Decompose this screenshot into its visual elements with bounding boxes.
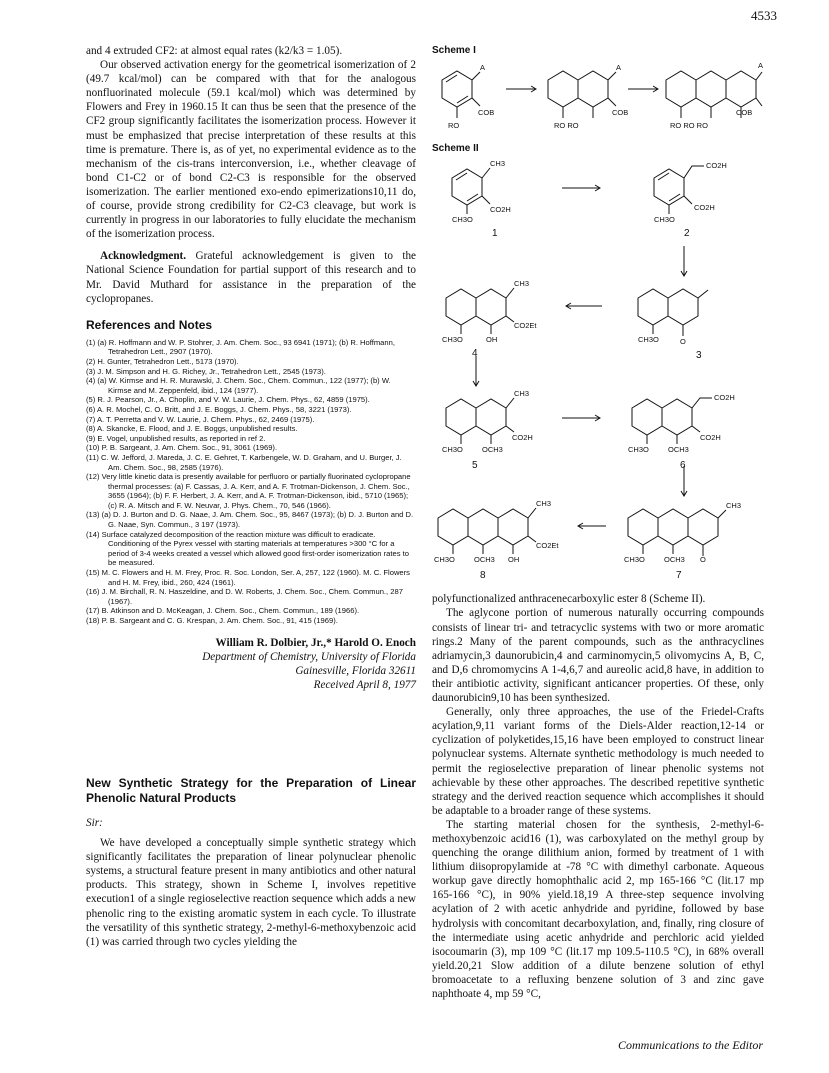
compound-number-6: 6 [680,460,686,472]
reference-item: (13) (a) D. J. Burton and D. G. Naae, J. Am. Chem. Soc., 95, 8467 (1973); (b) D. J. Burton and D. G. Naae, Syn. Commun., 3 197 (1973). [86,510,414,530]
page-number: 4533 [751,8,777,23]
page-footer: Communications to the Editor [618,1038,763,1052]
label-ch3: CH3 [726,501,742,511]
reference-item: (11) C. W. Jefford, J. Mareda, J. C. E. Gehret, T. Karbengele, W. D. Graham, and U. Burger, J. Am. Chem. Soc., 98, 2585 (1976). [86,452,402,472]
label-co2h: CO2H [700,433,721,443]
reference-item: (2) H. Gunter, Tetrahedron Lett., 5173 (1970). [86,356,239,366]
salutation: Sir: [86,816,103,829]
label-ch3o: CH3O [434,555,455,565]
compound-number-8: 8 [480,570,486,582]
label-ro-ro: RO RO [554,121,579,131]
label-a: A [616,63,622,73]
label-co2h: CO2H [706,161,727,171]
label-ch3: CH3 [514,389,530,399]
label-ch3o: CH3O [452,215,473,225]
reference-item: (3) J. M. Simpson and H. G. Richey, Jr., Tetrahedron Lett., 2545 (1973). [86,366,326,376]
reference-item: (7) A. T. Perretta and V. W. Laurie, J. Chem. Phys., 62, 2469 (1975). [86,414,315,424]
reference-item: (4) (a) W. Kirmse and H. R. Murawski, J. Chem. Soc., Chem. Commun., 122 (1977); (b) W. Kirmse and M. Zeppenfeld, ibid., 124 (1977). [86,376,391,395]
reference-item: (14) Surface catalyzed decomposition of the reaction mixture was difficult to eradicate. Conditioning of the Pyrex vessel with starting materials at temperatures >300 °C for a period of 3-4 weeks created a vessel which allowed good first-order isomerization rates to be measured. [86,529,409,568]
reference-item: (10) P. B. Sargeant, J. Am. Chem. Soc., 91, 3061 (1969). [86,443,278,453]
reference-item: (16) J. M. Birchall, R. N. Haszeldine, and D. W. Roberts, J. Chem. Soc., Chem. Commun., 287 (1967). [86,587,403,606]
left-column [86,44,416,949]
label-co2et: CO2Et [536,541,559,551]
compound-number-2: 2 [684,228,690,240]
label-ro-ro-ro: RO RO RO [670,121,708,131]
reference-item: (17) B. Atkinson and D. McKeagan, J. Chem. Soc., Chem. Commun., 189 (1966). [86,606,360,616]
label-och3: OCH3 [664,555,685,565]
label-co2h: CO2H [490,205,511,215]
compound-number-5: 5 [472,460,478,472]
paragraph: We have developed a conceptually simple synthetic strategy which significantly facilitates the preparation of linear polynuclear phenolic systems, a structural feature present in many antibiotics and other natural products. This strategy, shown in Scheme I, involves repetitive execution1 of a single regioselective reaction sequence which adds a new phenolic ring to the existing aromatic system in each cycle. To illustrate the versatility of this synthetic strategy, 2-methyl-6-methoxybenzoic acid (1) was carried through two cycles yielding the [86,837,416,948]
label-och3: OCH3 [474,555,495,565]
label-ro: RO [448,121,460,131]
label-o: O [680,337,686,347]
affiliation-address: Gainesville, Florida 32611 [295,664,416,677]
label-ch3: CH3 [514,279,530,289]
acknowledgment [86,249,416,305]
reference-item: (6) A. R. Mochel, C. O. Britt, and J. E. Boggs, J. Chem. Phys., 58, 3221 (1973). [86,404,352,414]
paragraph: Generally, only three approaches, the use of the Friedel-Crafts acylation,9,11 variant forms of the Diels-Alder reaction,12-14 or cyclization of polyketides,15,16 have been employed to construct linear polynuclear systems. Alternate synthetic methodology is much needed to permit the regioselective preparation of linear phenolic systems not achievable by these other approaches. The described repetitive synthetic strategy and the derived reaction sequence which accomplishes it should be adaptable to a broader range of these systems. [432,706,764,817]
right-column [432,44,764,1001]
label-och3: OCH3 [482,445,503,455]
ack-label: Acknowledgment. [100,250,187,263]
compound-number-1: 1 [492,228,498,240]
reference-item: (5) R. J. Pearson, Jr., A. Choplin, and V. W. Laurie, J. Chem. Phys., 62, 4859 (1975). [86,395,370,405]
paragraph: and 4 extruded CF2: at almost equal rates (k2/k3 = 1.05). [86,45,343,57]
label-ch3o: CH3O [442,335,463,345]
paragraph: Our observed activation energy for the geometrical isomerization of 2 (49.7 kcal/mol) can be compared with that for the analogous nonfluorinated molecule (59.1 kcal/mol) which was determined by Flowers and Frey in 1960.15 It can thus be seen that the presence of the CF2 group significantly facilitates the isomerization process. However it must be emphasized that precise interpretation of these results at this time is premature. There is, as of yet, no experimental evidence as to the mechanism of the cis-trans interconversion, i.e., whether cleavage of bond C1-C2 or of bond C2-C3 is responsible for the observed isomerization. The earlier mentioned exo-endo epimerizations10,11 do, of course, provide strong credibility for C2-C3 cleavage, but work is currently in progress in our laboratories to fully elucidate the mechanism of the isomerization process. [86,59,416,241]
label-cob: COB [736,108,753,118]
compound-number-4: 4 [472,348,478,360]
scheme-2-label: Scheme II [432,143,479,155]
label-cob: COB [612,108,629,118]
paragraph: The starting material chosen for the synthesis, 2-methyl-6-methoxybenzoic acid16 (1), was carboxylated on the methyl group by quenching the orange dilithium anion, formed by treatment of 1 with lithium diisopropylamide at -78 °C with dimethyl carbonate. Aqueous workup gave directly homophthalic acid 2, mp 165-166 °C (lit.17 mp 165-166 °C), in 90% yield.18,19 A three-step sequence involving acylation of 2 with acetic anhydride and pyridine, followed by base hydrolysis with concomitant decarboxylation, and, finally, ring closure of the intermediate using acetic anhydride and perchloric acid yielded isocoumarin (3), mp 109 °C (lit.17 mp 109.5-110.5 °C), in 68% overall yield.20,21 Slow addition of a dilute benzene solution of ethyl bromoacetate to a refluxing benzene solution of 3 and zinc gave naphthoate 4, mp 59 °C, [432,818,764,1000]
authors: William R. Dolbier, Jr.,* Harold O. Enoch [215,636,416,649]
compound-number-3: 3 [696,350,702,362]
label-a: A [758,61,764,71]
scheme-1-label: Scheme I [432,45,476,56]
reference-item: (8) A. Skancke, E. Flood, and J. E. Boggs, unpublished results. [86,424,298,434]
label-oh: OH [486,335,498,345]
references-heading: References and Notes [86,317,213,332]
paragraph: polyfunctionalized anthracenecarboxylic ester 8 (Scheme II). [432,593,706,606]
label-co2h: CO2H [512,433,533,443]
scheme-1-diagram [432,58,764,138]
label-ch3o: CH3O [442,445,463,455]
label-o: O [700,555,706,565]
references-list [86,338,416,626]
scheme-2-diagram [432,156,764,588]
label-ch3o: CH3O [628,445,649,455]
label-co2et: CO2Et [514,321,537,331]
affiliation: Department of Chemistry, University of Florida [202,650,416,663]
label-och3: OCH3 [668,445,689,455]
reference-item: (12) Very little kinetic data is presently available for perfluoro or partially fluorinated cyclopropane thermal processes: (a) F. Cassas, J. A. Kerr, and A. F. Trotman-Dickenson, J. Chem. Soc., 3655 (1964); (b) F. F. Herbert, J. A. Kerr, and A. F. Trotman-Dickenson, ibid., 5710 (1965); (c) R. A. Mitsch and F. W. Neuvar, J. Phys. Chem., 70, 546 (1966). [86,472,411,510]
ack-text: Grateful acknowledgement is given to the National Science Foundation for partial support of this research and to Mr. David Muthard for assistance in the preparation of the cyclopropanes. [86,250,416,305]
label-ch3o: CH3O [654,215,675,225]
label-co2h: CO2H [694,203,715,213]
reference-item: (9) E. Vogel, unpublished results, as reported in ref 2. [86,433,266,443]
label-ch3: CH3 [490,159,506,169]
label-a: A [480,63,486,73]
article-title: New Synthetic Strategy for the Preparation of Linear Phenolic Natural Products [86,775,416,805]
label-co2h: CO2H [714,393,735,403]
received-date: Received April 8, 1977 [313,678,416,691]
compound-number-7: 7 [676,570,682,582]
reference-item: (15) M. C. Flowers and H. M. Frey, Proc. R. Soc. London, Ser. A, 257, 122 (1960). M. C. Flowers and H. M. Frey, ibid., 260, 424 (1961). [86,568,410,587]
reference-item: (18) P. B. Sargeant and C. G. Krespan, J. Am. Chem. Soc., 91, 415 (1969). [86,616,338,625]
label-cob: COB [478,108,495,118]
label-ch3o: CH3O [624,555,645,565]
paragraph: The aglycone portion of numerous naturally occurring compounds consists of linear tri- and tetracyclic systems with two or more aromatic rings.2 Many of the parent compounds, such as the anthracyclines adriamycin,3 daunorubicin,4 and carminomycin,5 olivomycins A, B, C, and D,6 chromomycins A 1-4,6,7 and aureolic acid,8 have, in addition to their antibiotic activity, significant anticancer properties. Of these, only daunorubicin9,10 has been synthesized. [432,607,764,705]
label-oh: OH [508,555,520,565]
label-ch3o: CH3O [638,335,659,345]
reference-item: (1) (a) R. Hoffmann and W. P. Stohrer, J. Am. Chem. Soc., 93 6941 (1971); (b) R. Hoffmann, Tetrahedron Lett., 2907 (1970). [86,337,395,357]
label-ch3: CH3 [536,499,552,509]
